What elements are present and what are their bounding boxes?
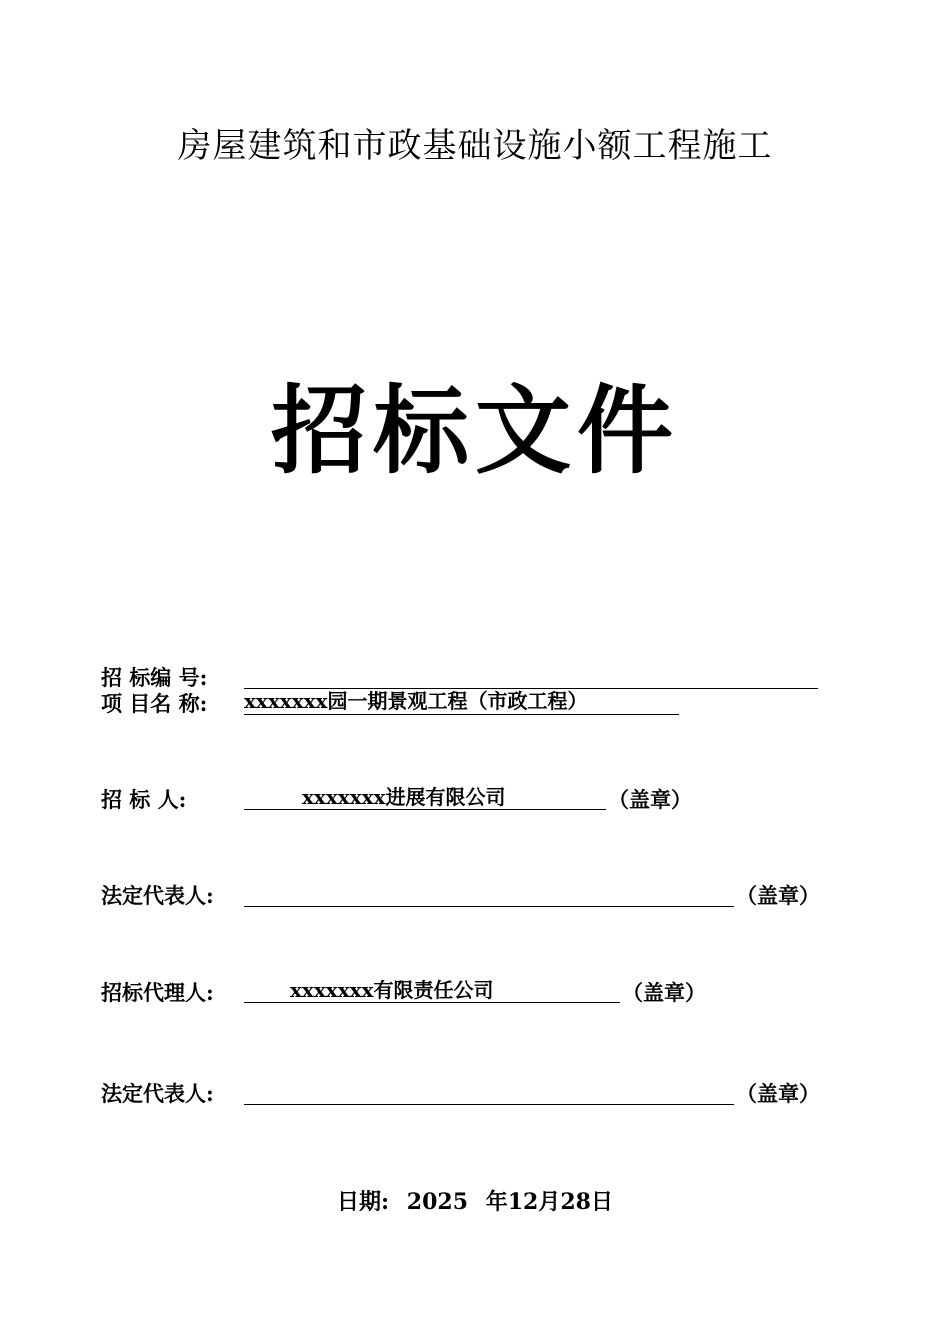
- tenderer-field: xxxxxxx进展有限公司: [244, 784, 606, 810]
- date-day-unit: 日: [590, 1189, 613, 1215]
- date-month-unit: 月: [538, 1189, 561, 1215]
- legal-rep-2-seal: （盖章）: [736, 1081, 820, 1106]
- tenderer-label: 招 标 人:: [101, 787, 187, 812]
- date-day: 28: [560, 1189, 591, 1215]
- agent-seal: （盖章）: [622, 980, 706, 1005]
- agent-label: 招标代理人:: [101, 980, 214, 1005]
- date-year: 2025: [406, 1189, 469, 1215]
- legal-rep-1-seal: （盖章）: [736, 883, 820, 908]
- agent-field: xxxxxxx有限责任公司: [244, 977, 620, 1003]
- tenderer-seal: （盖章）: [608, 787, 692, 812]
- legal-rep-2-field: [244, 1078, 734, 1105]
- date-month: 12: [507, 1189, 539, 1215]
- legal-rep-1-field: [244, 880, 734, 907]
- legal-rep-1-label: 法定代表人:: [101, 883, 214, 908]
- project-name-label: 项 目名 称:: [101, 691, 208, 716]
- bid-number-field: [244, 662, 818, 689]
- date-line: [0, 1185, 950, 1216]
- date-label: 日期:: [337, 1189, 390, 1215]
- project-name-field: xxxxxxx园一期景观工程（市政工程）: [244, 688, 679, 715]
- bid-number-label: 招 标编 号:: [101, 665, 208, 690]
- date-year-unit: 年: [485, 1189, 508, 1215]
- document-subtitle: 房屋建筑和市政基础设施小额工程施工: [177, 126, 773, 166]
- legal-rep-2-label: 法定代表人:: [101, 1081, 214, 1106]
- document-title: 招标文件: [271, 374, 679, 487]
